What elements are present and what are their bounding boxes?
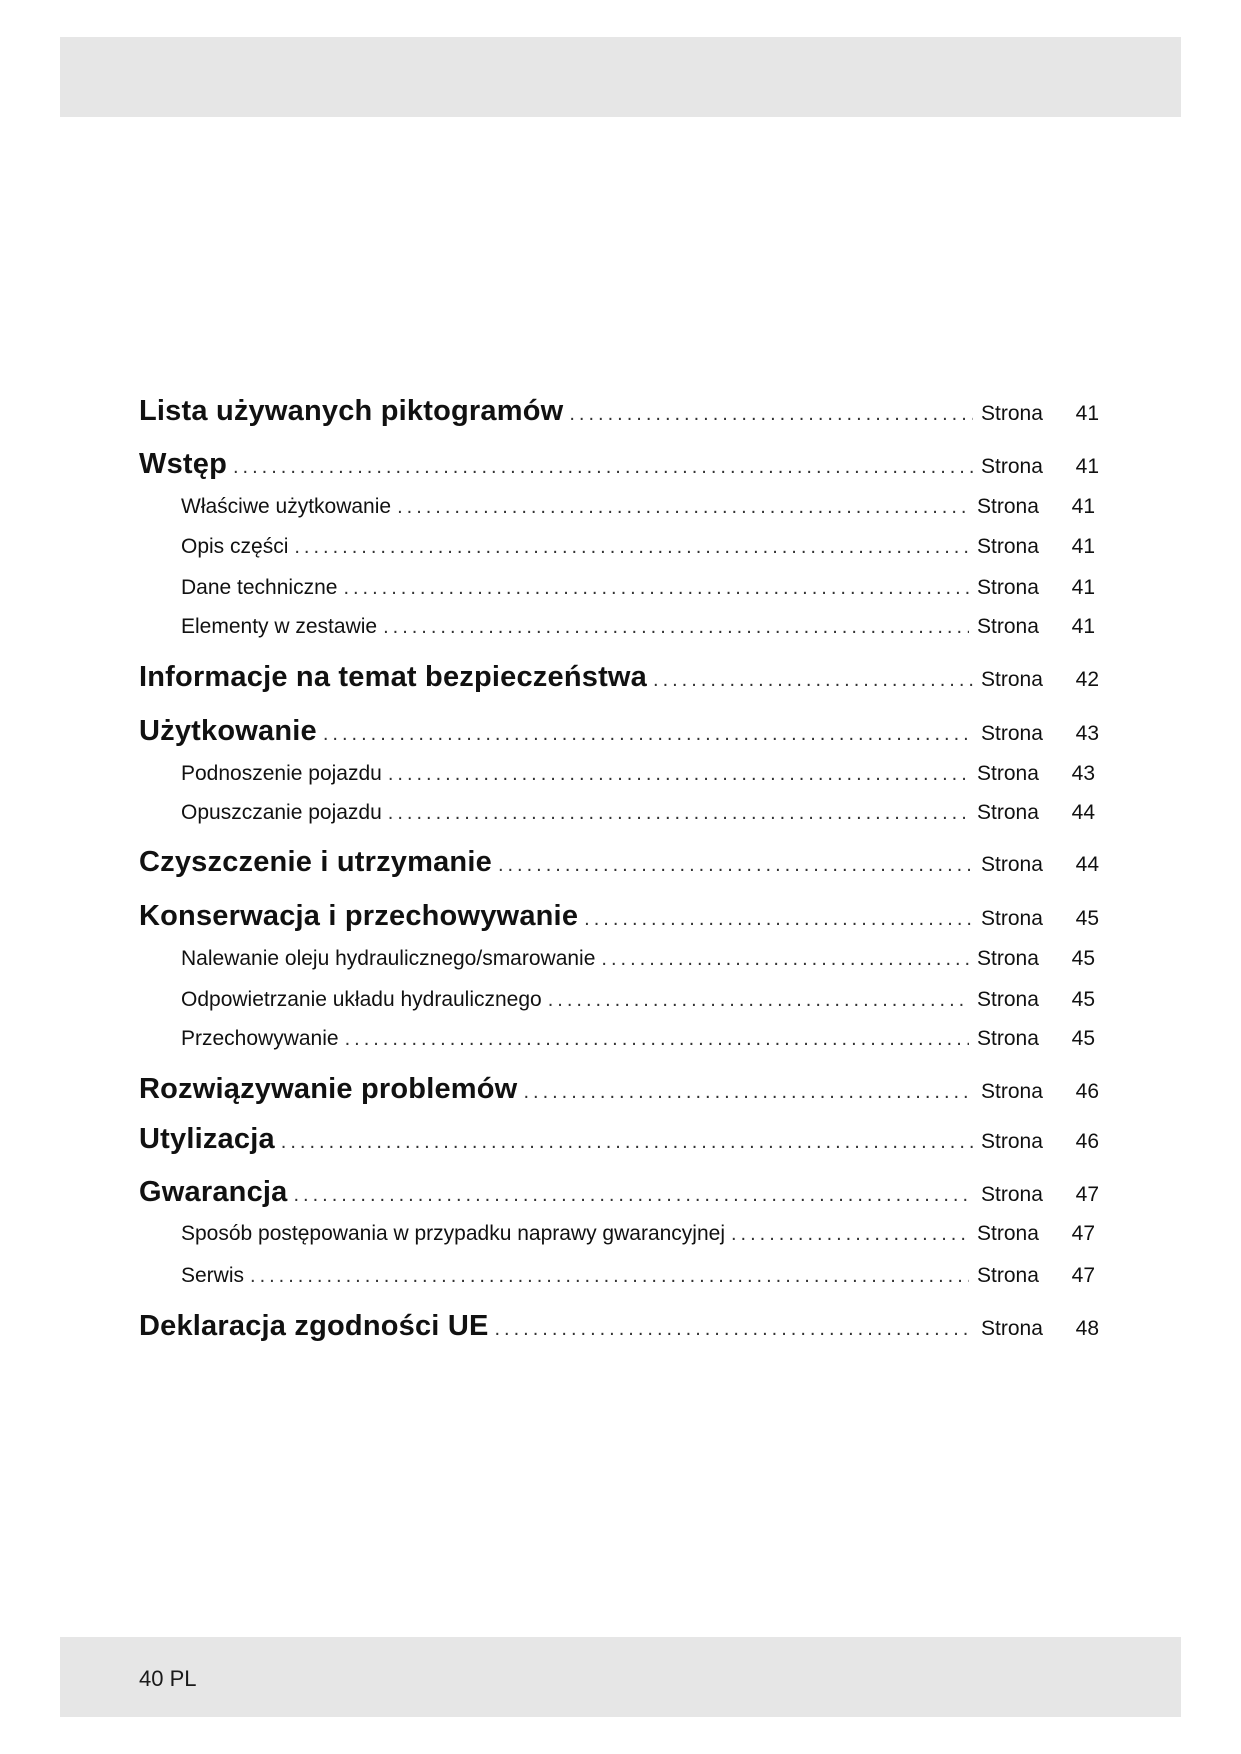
toc-leader-dots — [388, 802, 969, 825]
toc-leader-dots — [294, 536, 969, 559]
toc-entry-title: Czyszczenie i utrzymanie — [139, 846, 492, 878]
toc-page-label: Strona — [977, 615, 1039, 638]
toc-leader-dots — [653, 669, 973, 692]
toc-leader-dots — [731, 1223, 969, 1246]
toc-page-number: 43 — [1075, 722, 1099, 745]
toc-page-number: 47 — [1075, 1183, 1099, 1206]
toc-leader-dots — [388, 763, 969, 786]
toc-leader-dots — [250, 1265, 969, 1288]
toc-entry-title: Rozwiązywanie problemów — [139, 1073, 518, 1105]
toc-entry-title: Serwis — [181, 1264, 245, 1287]
toc-leader-dots — [548, 989, 969, 1012]
toc-page-label: Strona — [977, 988, 1039, 1011]
toc-page-number: 41 — [1071, 615, 1095, 638]
toc-subentry-package-contents[interactable] — [181, 615, 1095, 639]
toc-page-label: Strona — [981, 1130, 1043, 1153]
toc-page-number: 43 — [1071, 762, 1095, 785]
toc-leader-dots — [343, 577, 969, 600]
toc-entry-title: Deklaracja zgodności UE — [139, 1310, 489, 1342]
toc-page-number: 44 — [1071, 801, 1095, 824]
toc-subentry-technical-data[interactable] — [181, 576, 1095, 600]
header-band — [60, 37, 1181, 117]
toc-entry-title: Opuszczanie pojazdu — [181, 801, 382, 824]
toc-page-label: Strona — [977, 495, 1039, 518]
toc-leader-dots — [523, 1081, 973, 1104]
toc-page-number: 41 — [1075, 455, 1099, 478]
toc-page-label: Strona — [977, 947, 1039, 970]
toc-page-label: Strona — [981, 1183, 1043, 1206]
toc-leader-dots — [323, 723, 973, 746]
toc-page-label: Strona — [981, 1317, 1043, 1340]
toc-page-label: Strona — [981, 455, 1043, 478]
toc-leader-dots — [569, 403, 973, 426]
toc-page-label: Strona — [977, 801, 1039, 824]
toc-page-label: Strona — [977, 1264, 1039, 1287]
toc-page-number: 47 — [1071, 1222, 1095, 1245]
toc-subentry-oil-filling[interactable] — [181, 947, 1095, 971]
toc-page-number: 41 — [1075, 402, 1099, 425]
toc-entry-safety[interactable] — [139, 661, 1099, 694]
footer-page-number: 40 PL — [139, 1666, 197, 1691]
toc-page-number: 45 — [1075, 907, 1099, 930]
toc-page-label: Strona — [977, 1027, 1039, 1050]
toc-subentry-bleeding[interactable] — [181, 988, 1095, 1012]
toc-entry-title: Wstęp — [139, 448, 227, 480]
toc-entry-title: Utylizacja — [139, 1123, 275, 1155]
toc-entry-title: Opis części — [181, 535, 289, 558]
toc-subentry-warranty-repair[interactable] — [181, 1222, 1095, 1246]
toc-entry-title: Sposób postępowania w przypadku naprawy gwarancyjnej — [181, 1222, 725, 1245]
toc-page-number: 45 — [1071, 988, 1095, 1011]
toc-page-label: Strona — [981, 668, 1043, 691]
toc-subentry-intended-use[interactable] — [181, 495, 1095, 519]
toc-leader-dots — [397, 496, 969, 519]
toc-entry-maintenance[interactable] — [139, 900, 1099, 933]
toc-page-number: 47 — [1071, 1264, 1095, 1287]
toc-entry-title: Właściwe użytkowanie — [181, 495, 392, 518]
toc-entry-title: Użytkowanie — [139, 715, 317, 747]
toc-entry-title: Konserwacja i przechowywanie — [139, 900, 579, 932]
toc-entry-title: Informacje na temat bezpieczeństwa — [139, 661, 648, 693]
toc-page-number: 41 — [1071, 535, 1095, 558]
toc-entry-title: Elementy w zestawie — [181, 615, 378, 638]
toc-entry-usage[interactable] — [139, 715, 1099, 748]
toc-leader-dots — [383, 616, 969, 639]
toc-page-label: Strona — [977, 1222, 1039, 1245]
toc-page-number: 48 — [1075, 1317, 1099, 1340]
toc-subentry-service[interactable] — [181, 1264, 1095, 1288]
toc-leader-dots — [345, 1028, 969, 1051]
toc-entry-title: Gwarancja — [139, 1176, 288, 1208]
toc-entry-cleaning[interactable] — [139, 846, 1099, 879]
toc-page-label: Strona — [977, 576, 1039, 599]
toc-page-label: Strona — [977, 762, 1039, 785]
toc-entry-eu-declaration[interactable] — [139, 1310, 1099, 1343]
toc-page-number: 42 — [1075, 668, 1099, 691]
toc-leader-dots — [584, 908, 973, 931]
toc-page-label: Strona — [981, 853, 1043, 876]
toc-entry-title: Nalewanie oleju hydraulicznego/smarowanie — [181, 947, 596, 970]
toc-leader-dots — [281, 1131, 973, 1154]
footer-band — [60, 1637, 1181, 1717]
toc-entry-disposal[interactable] — [139, 1123, 1099, 1156]
toc-entry-title: Dane techniczne — [181, 576, 338, 599]
toc-page-label: Strona — [981, 1080, 1043, 1103]
toc-page-number: 45 — [1071, 947, 1095, 970]
toc-entry-warranty[interactable] — [139, 1176, 1099, 1209]
toc-leader-dots — [498, 854, 973, 877]
toc-subentry-parts[interactable] — [181, 535, 1095, 559]
toc-leader-dots — [233, 456, 973, 479]
toc-page-number: 46 — [1075, 1130, 1099, 1153]
toc-page-number: 45 — [1071, 1027, 1095, 1050]
toc-page-label: Strona — [981, 907, 1043, 930]
toc-page-label: Strona — [981, 722, 1043, 745]
toc-entry-troubleshooting[interactable] — [139, 1073, 1099, 1106]
toc-page-number: 41 — [1071, 576, 1095, 599]
toc-page-number: 41 — [1071, 495, 1095, 518]
toc-entry-title: Podnoszenie pojazdu — [181, 762, 382, 785]
toc-page-label: Strona — [981, 402, 1043, 425]
toc-page-label: Strona — [977, 535, 1039, 558]
toc-subentry-storage[interactable] — [181, 1027, 1095, 1051]
toc-page-number: 44 — [1075, 853, 1099, 876]
toc-subentry-lowering[interactable] — [181, 801, 1095, 825]
toc-leader-dots — [495, 1318, 974, 1341]
toc-entry-title: Przechowywanie — [181, 1027, 339, 1050]
toc-page-number: 46 — [1075, 1080, 1099, 1103]
toc-entry-title: Odpowietrzanie układu hydraulicznego — [181, 988, 542, 1011]
toc-entry-introduction[interactable] — [139, 448, 1099, 481]
toc-entry-title: Lista używanych piktogramów — [139, 395, 564, 427]
toc-entry-pictograms[interactable] — [139, 395, 1099, 428]
toc-leader-dots — [601, 948, 969, 971]
toc-leader-dots — [294, 1184, 974, 1207]
toc-subentry-lifting[interactable] — [181, 762, 1095, 786]
